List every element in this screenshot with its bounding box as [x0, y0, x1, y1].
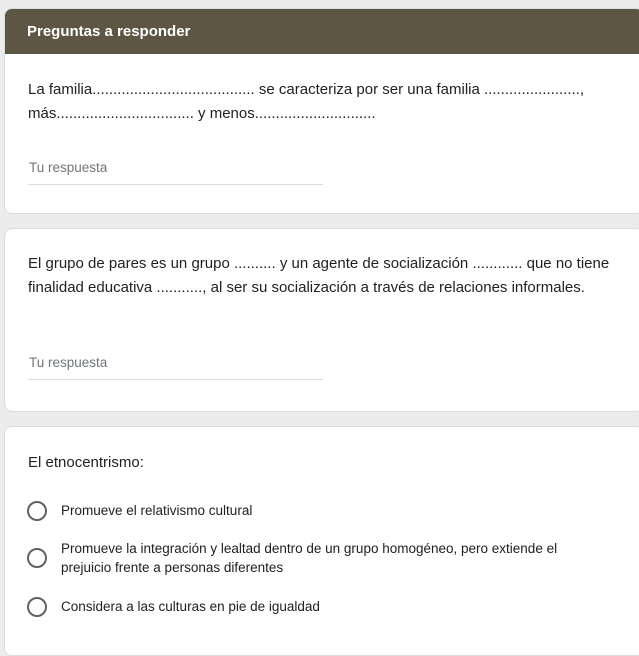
radio-option-1[interactable] [27, 501, 601, 521]
question-3-card [4, 426, 639, 656]
question-2-text: El grupo de pares es un grupo .......... y un agente de socialización ............ que no tiene finalidad educativa ..........., al ser su socialización a través de relaciones informales. [28, 255, 610, 296]
radio-button-icon[interactable] [27, 597, 47, 617]
answer-placeholder: Tu respuesta [29, 355, 108, 370]
question-1-text: La familia....................................... se caracteriza por ser una familia ......................., más................................. y menos............................. [28, 81, 585, 122]
question-2-answer-input[interactable] [28, 349, 323, 380]
question-3-text: El etnocentrismo: [28, 454, 144, 471]
answer-placeholder: Tu respuesta [29, 160, 108, 175]
section-title: Preguntas a responder [5, 9, 639, 54]
radio-button-icon[interactable] [27, 501, 47, 521]
question-2-card [4, 228, 639, 412]
radio-option-label: Promueve el relativismo cultural [61, 503, 253, 518]
question-1-answer-input[interactable] [28, 154, 323, 185]
radio-option-3[interactable] [27, 597, 601, 617]
radio-button-icon[interactable] [27, 548, 47, 568]
radio-option-label: Promueve la integración y lealtad dentro de un grupo homogéneo, pero extiende el prejuicio frente a personas diferentes [61, 541, 558, 575]
radio-option-label: Considera a las culturas en pie de igualdad [61, 599, 320, 614]
radio-option-2[interactable] [27, 539, 601, 577]
section-card [4, 8, 639, 214]
